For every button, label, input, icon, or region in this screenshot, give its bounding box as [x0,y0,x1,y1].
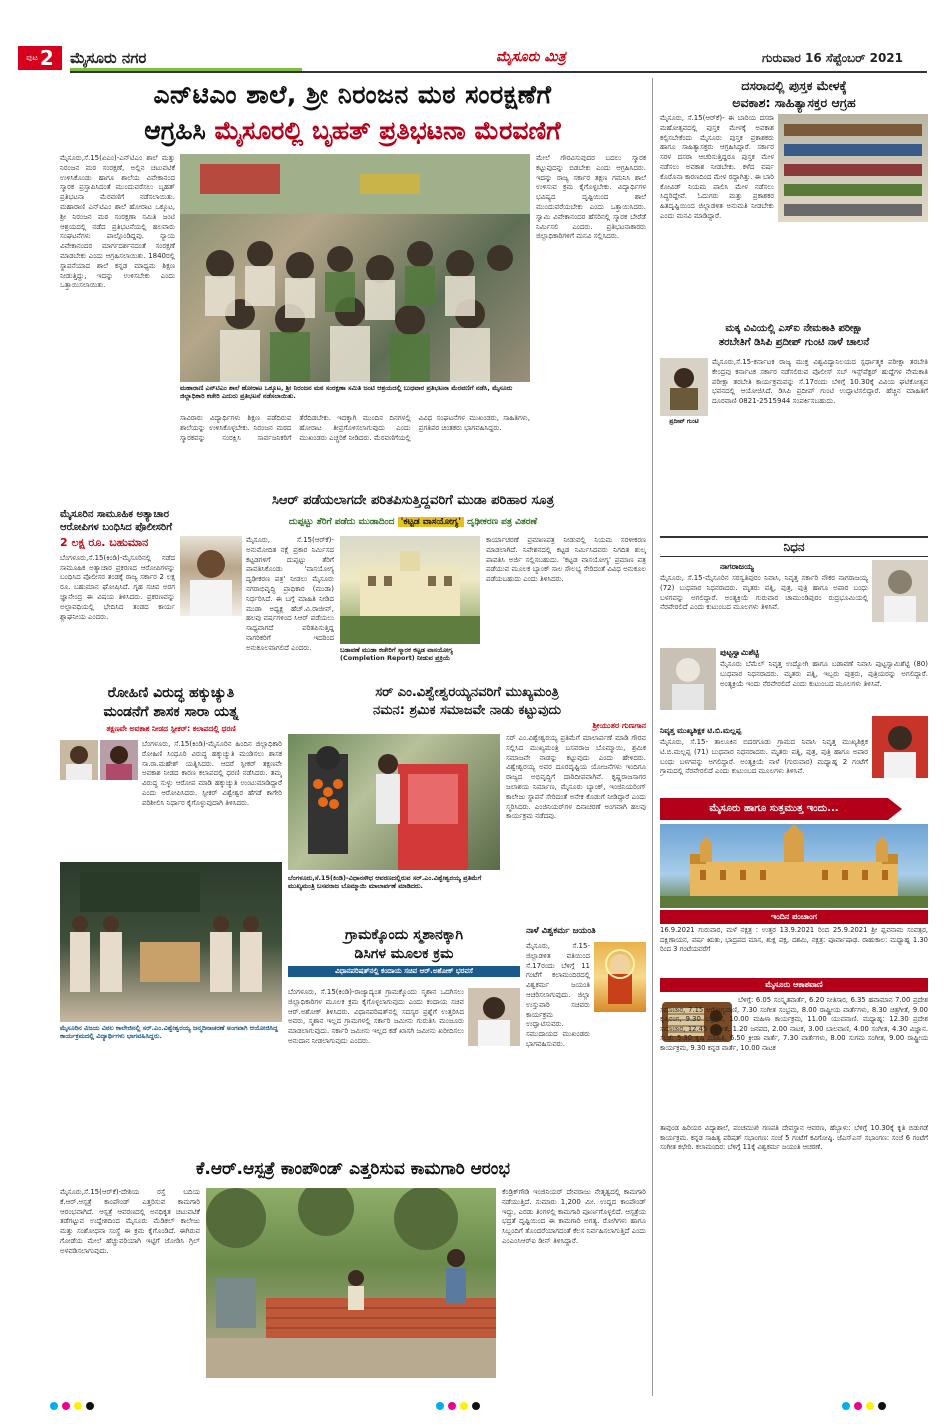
lead-headline [60,78,645,148]
reward-highlight: 2 ಲಕ್ಷ ರೂ. ಬಹುಮಾನ [60,536,149,549]
section-name: ಮೈಸೂರು ನಗರ [70,49,147,67]
crematorium-subhead: ವಿಧಾನಪರಿಷತ್‌ನಲ್ಲಿ ಕಂದಾಯ ಸಚಿವ ಆರ್.ಅಶೋಕ್ ಭರವಸೆ [288,966,520,977]
lead-headline-line2-b: ಮೈಸೂರಲ್ಲಿ ಬೃಹತ್ ಪ್ರತಿಭಟನಾ ಮೆರವಣಿಗೆ [214,115,561,145]
vishwakarma-title: ನಾಳೆ ವಿಶ್ವಕರ್ಮ ಜಯಂತಿ [526,926,596,936]
date-line: ಗುರುವಾರ 16 ಸೆಪ್ಟೆಂಬರ್ 2021 [762,51,903,65]
rohini-photo-mla [60,740,98,780]
muda-subhead-c: ದೃಢೀಕರಣ ಪತ್ರ ವಿತರಣೆ [467,516,538,527]
today-banner-arrow [888,798,902,820]
rohini-photo-officer [100,740,138,780]
exam-story [660,322,928,532]
dcp-photo-label: ಪ್ರದೀಪ್ ಗುಂಟಿ [669,418,699,425]
lead-headline-line1: ಎನ್‌ಟಿಎಂ ಶಾಲೆ, ಶ್ರೀ ನಿರಂಜನ ಮಠ ಸಂರಕ್ಷಣೆಗೆ [153,80,552,109]
footer-registration-marks [0,1396,945,1424]
page-number-badge [18,46,62,70]
crematorium-body: ಬೆಂಗಳೂರು, ಸೆ.15(ಕಿಂಡಿ)-ರಾಜ್ಯಾದ್ಯಂತ ಗ್ರಾಮಕ್ಕೊಂದು ಸ್ಮಶಾನ ಒದಗಿಸಲು ಜಿಲ್ಲಾಧಿಕಾರಿಗಳ ಮೂಲಕ ಕ್ರಮ ಕೈಗೊಳ್ಳಲಾಗುವುದು ಎಂದು ಕಂದಾಯ ಸಚಿವ ಆರ್.ಅಶೋಕ್ ತಿಳಿಸಿದರು. ವಿಧಾನಪರಿಷತ್‌ನಲ್ಲಿ ಸದಸ್ಯರ ಪ್ರಶ್ನೆಗೆ ಉತ್ತರಿಸಿದ ಅವರು, ಸ್ಮಶಾನ ಇಲ್ಲದ ಗ್ರಾಮಗಳಲ್ಲಿ ಸರ್ಕಾರಿ ಜಮೀನು ಗುರುತಿಸಿ ಮಂಜೂರು ಮಾಡಲಾಗುವುದು. ಸರ್ಕಾರಿ ಜಮೀನು ಇಲ್ಲದ ಕಡೆ ಖಾಸಗಿ ಜಮೀನು ಖರೀದಿಸಲು ಅನುದಾನ ನೀಡಲಾಗುವುದು ಎಂದರು. [288,988,464,1045]
kr-hospital-headline: ಕೆ.ಆರ್.ಆಸ್ಪತ್ರೆ ಕಾಂಪೌಂಡ್ ಎತ್ತರಿಸುವ ಕಾಮಗಾರಿ ಆರಂಭ [196,1159,510,1179]
muda-chairman-photo [180,536,242,616]
obit-2-name: ಪುಟ್ಟಸ್ವಾಮಿಶೆಟ್ಟಿ [720,648,759,657]
dasara-headline-2: ಅವಕಾಶ: ಸಾಹಿತ್ಯಾಸಕ್ತರ ಆಗ್ರಹ [732,94,856,110]
book-fair-photo [778,114,928,222]
mysore-palace-image [660,824,928,908]
visvesvaraya-headline-1: ಸರ್ ಎಂ.ವಿಶ್ವೇಶ್ವರಯ್ಯನವರಿಗೆ ಮುಖ್ಯಮಂತ್ರಿ [375,685,559,700]
exam-headline-1: ಮಕ್ಕ ವಿವಿಯಲ್ಲಿ ಎಸ್‌ಐ ನೇಮಕಾತಿ ಪರೀಕ್ಷಾ [725,323,863,334]
crematorium-headline-2: ಡಿಸಿಗಳ ಮೂಲಕ ಕ್ರಮ [354,945,454,962]
dasara-books-story [660,78,928,318]
vishwakarma-image [594,942,646,1012]
visvesvaraya-body: ಸರ್ ಎಂ.ವಿಶ್ವೇಶ್ವರಯ್ಯ ಪ್ರತಿಮೆಗೆ ಮಾಲಾರ್ಪಣೆ ಮಾಡಿ ಗೌರವ ಸಲ್ಲಿಸಿದ ಮುಖ್ಯಮಂತ್ರಿ ಬಸವರಾಜ ಬೊಮ್ಮಾಯಿ, ಶ್ರಮಿಕ ಸಮಾಜವೇ ನಾಡನ್ನು ಕಟ್ಟುವುದು ಎಂದು ಹೇಳಿದರು. ವಿಶ್ವೇಶ್ವರಯ್ಯ ಅವರ ದೂರದೃಷ್ಟಿಯ ಯೋಜನೆಗಳು ಇಂದಿಗೂ ರಾಜ್ಯದ ಅಭಿವೃದ್ಧಿಗೆ ದಾರಿದೀಪವಾಗಿವೆ. ಕೃಷ್ಣರಾಜಸಾಗರ ಜಲಾಶಯ ನಿರ್ಮಾಣ, ಮೈಸೂರು ಬ್ಯಾಂಕ್, ಇಂಜಿನಿಯರಿಂಗ್ ಕಾಲೇಜು ಸ್ಥಾಪನೆ ಸೇರಿದಂತೆ ಅನೇಕ ಕೊಡುಗೆ ನೀಡಿದ್ದಾರೆ ಎಂದು ಸ್ಮರಿಸಿದರು. ಎಂಜಿನಿಯರ್‌ಗಳ ದಿನಾಚರಣೆ ಅಂಗವಾಗಿ ಹಲವು ಕಾರ್ಯಕ್ರಮ ನಡೆದವು. [506,734,646,821]
crematorium-story [288,926,520,1154]
obit-1-body: ಮೈಸೂರು, ಸೆ.15-ಮೈಸೂರಿನ ಸರಸ್ವತಿಪುರಂ ನಿವಾಸಿ, ನಿವೃತ್ತ ಸರ್ಕಾರಿ ನೌಕರ ನಾಗರಾಜಯ್ಯ (72) ಬುಧವಾರ ನಿಧನರಾದರು. ಮೃತರು ಪತ್ನಿ, ಪುತ್ರ, ಪುತ್ರಿ ಹಾಗೂ ಅಪಾರ ಬಂಧು ಬಳಗವನ್ನು ಅಗಲಿದ್ದಾರೆ. ಅಂತ್ಯಕ್ರಿಯೆ ಗುರುವಾರ ಚಾಮುಂಡಿಪುರಂ ರುದ್ರಭೂಮಿಯಲ್ಲಿ ನೆರವೇರಲಿದೆ ಎಂದು ಕುಟುಂಬದ ಮೂಲಗಳು ತಿಳಿಸಿವೆ. [660,574,868,612]
minister-photo [468,988,520,1046]
muda-headline: ಸಿಆರ್ ಪಡೆಯಲಾಗದೇ ಪರಿತಪಿಸುತ್ತಿದ್ದವರಿಗೆ ಮುಡಾ ಪರಿಹಾರ ಸೂತ್ರ [271,493,555,508]
lead-body-left: ಮೈಸೂರು,ಸೆ.15(ಏಎಂ)-ಎನ್‌ಟಿಎಂ ಶಾಲೆ ಮತ್ತು ನಿರಂಜನ ಮಠ ಸಂರಕ್ಷಣೆ, ಅಲ್ಲಿನ ಚಟುವಟಿಕೆ ಉಳಿಸಿಕೊಂಡು ಹಾಗೂ ಶಾಲೆಯ ವಿವೇಕಾನಂದ ಸ್ಮಾರಕ ಪ್ರಸ್ತಾಪಿಸಿದಂತೆ ಮುಂದುವರೆಸಲು ಬೃಹತ್ ಪ್ರತಿಭಟನಾ ಮೆರವಣಿಗೆ ನಡೆಸಲಾಯಿತು. ಮಹಾರಾಣಿ ಎನ್‌ಟಿಎಂ ಶಾಲೆ ಹೋರಾಟ ಒಕ್ಕೂಟ, ಶ್ರೀ ನಿರಂಜನ ಮಠ ಸಂರಕ್ಷಣಾ ಸಮಿತಿ ಜಂಟಿ ಆಶ್ರಯದಲ್ಲಿ ನಡೆದ ಪ್ರತಿಭಟನೆಯಲ್ಲಿ ಹಲವಾರು ಸಂಘಟನೆಗಳು ಪಾಲ್ಗೊಂಡಿದ್ದವು. ನ್ಯಾಯ ವಿವೇಕಾನಂದರ ಮಾರ್ಗದರ್ಶನದಂತೆ ಸಂರಕ್ಷಣೆ ಮಾಡಬೇಕು ಎಂದು ಆಗ್ರಹಿಸಲಾಯಿತು. 1840ರಲ್ಲಿ ಸ್ಥಾಪನೆಯಾದ ಶಾಲೆ ಕನ್ನಡ ಮಾಧ್ಯಮ ಶಿಕ್ಷಣ ನೀಡುತ್ತಿದ್ದು, ಇದನ್ನು ಉಳಿಸಬೇಕು ಎಂದು ಒತ್ತಾಯಿಸಲಾಯಿತು. [60,154,175,290]
muda-story [180,492,646,680]
muda-subhead-b: 'ಕಟ್ಟಡ ವಾಸಯೋಗ್ಯ' [398,517,464,527]
exam-body: ಮೈಸೂರು,ಸೆ.15-ಕರ್ನಾಟಕ ರಾಜ್ಯ ಮುಕ್ತ ವಿಶ್ವವಿದ್ಯಾನಿಲಯದ ಸ್ಪರ್ಧಾತ್ಮಕ ಪರೀಕ್ಷಾ ತರಬೇತಿ ಕೇಂದ್ರವು ಕರ್ನಾಟಕ ಸರ್ಕಾರ ನಡೆಸಲಿರುವ ಪೊಲೀಸ್ ಸಬ್ ಇನ್ಸ್‌ಪೆಕ್ಟರ್ ಹುದ್ದೆಗಳ ನೇಮಕಾತಿ ಪರೀಕ್ಷಾ ತರಬೇತಿ ಕಾರ್ಯಕ್ರಮವನ್ನು ಸೆ.17ರಂದು ಬೆಳಿಗ್ಗೆ 10.30ಕ್ಕೆ ವಿವಿಯ ಘಟಿಕೋತ್ಸವ ಭವನದಲ್ಲಿ ಆಯೋಜಿಸಿದೆ. ಡಿಸಿಪಿ ಪ್ರದೀಪ್ ಗುಂಟಿ ಉದ್ಘಾಟಿಸಲಿದ್ದಾರೆ. ಹೆಚ್ಚಿನ ಮಾಹಿತಿಗೆ ದೂರವಾಣಿ 0821-2515944 ಸಂಪರ್ಕಿಸಬಹುದು. [712,358,928,406]
visvesvaraya-story [288,684,646,922]
muda-subhead-a: ದುಪ್ಪಟ್ಟು ತೆರಿಗೆ ಪಡೆದು ಮುಡಾದಿಂದ [288,516,395,527]
panchanga-body: 16.9.2021 ಗುರುವಾರ, ಮಳೆ ನಕ್ಷತ್ರ : ಉತ್ತರ 13.9.2021 ರಿಂದ 25.9.2021 ಶ್ರೀ ಪ್ಲವನಾಮ ಸಂವತ್ಸರ, ದಕ್ಷಿಣಾಯನ, ವರ್ಷ ಋತು, ಭಾದ್ರಪದ ಮಾಸ, ಶುಕ್ಲ ಪಕ್ಷ, ದಶಮಿ, ನಕ್ಷತ್ರ: ಪೂರ್ವಾಷಾಢ. ರಾಹುಕಾಲ: ಮಧ್ಯಾಹ್ನ 1.30 ರಿಂದ 3 ಗಂಟೆಯವರೆಗೆ [660,926,928,954]
rohini-story [60,684,282,856]
rohini-body: ಬೆಂಗಳೂರು, ಸೆ.15(ಕಿಂಡಿ)-ಮೈಸೂರಿನ ಹಿಂದಿನ ಜಿಲ್ಲಾಧಿಕಾರಿ ರೋಹಿಣಿ ಸಿಂಧೂರಿ ವಿರುದ್ಧ ಹಕ್ಕುಚ್ಯುತಿ ಮಂಡಿಸಲು ಶಾಸಕ ಸಾ.ರಾ.ಮಹೇಶ್ ಯತ್ನಿಸಿದರು. ಆದರೆ ಸ್ಪೀಕರ್ ತಕ್ಷಣವೇ ಅವಕಾಶ ನೀಡದ ಕಾರಣ ಕಲಾಪದಲ್ಲಿ ಧರಣಿ ನಡೆಸಿದರು. ತಮ್ಮ ವಿರುದ್ಧ ಸುಳ್ಳು ಆರೋಪ ಮಾಡಿ ಹಕ್ಕುಚ್ಯುತಿ ಉಂಟುಮಾಡಿದ್ದಾರೆ ಎಂದು ಆರೋಪಿಸಿದರು. ಸ್ಪೀಕರ್ ವಿಶ್ವೇಶ್ವರ ಹೆಗಡೆ ಕಾಗೇರಿ ಪರಿಶೀಲಿಸಿ ನಿರ್ಧಾರ ಕೈಗೊಳ್ಳುವುದಾಗಿ ತಿಳಿಸಿದರು. [142,740,282,807]
obit-2-photo [660,648,716,710]
obit-2-body: ಮೈಸೂರು ಬೆಮೆಲ್ ನಿವೃತ್ತ ಉದ್ಯೋಗಿ ಹಾಗೂ ಬಡಾವಣೆ ನಿವಾಸಿ ಪುಟ್ಟಸ್ವಾಮಿಶೆಟ್ಟಿ (80) ಬುಧವಾರ ನಿಧನರಾದರು. ಮೃತರು ಪತ್ನಿ, ಇಬ್ಬರು ಪುತ್ರರು, ಪುತ್ರಿಯರನ್ನು ಅಗಲಿದ್ದಾರೆ. ಅಂತ್ಯಕ್ರಿಯೆ ಇಂದು ನೆರವೇರಲಿದೆ ಎಂದು ಕುಟುಂಬದ ಮೂಲಗಳು ತಿಳಿಸಿವೆ. [720,660,928,688]
radio-body: ಬೆಳಿಗ್ಗೆ: 6.05 ಸಂಸ್ಕೃತವಾರ್ತೆ, 6.20 ನೀತಿಸಾರ, 6.35 ಹವಾಮಾನ 7.00 ಪ್ರದೇಶ ಸಮಾಚಾರ, 7.15 ಆರೋಗ್ಯವಾಣಿ, 7.30 ಸಂಗೀತ ಸಂಭ್ರಮ, 8.00 ರಾಷ್ಟ್ರೀಯ ವಾರ್ತೆಗಳು, 8.30 ಚಿತ್ರಗೀತೆ, 9.00 ಕೃಷಿರಂಗ, 9.30 ಭಕ್ತಿಗೀತೆ, 10.00 ಮಹಿಳಾ ಕಾರ್ಯಕ್ರಮ, 11.00 ಯುವವಾಣಿ. ಮಧ್ಯಾಹ್ನ: 12.30 ಪ್ರದೇಶ ಸಮಾಚಾರ, 12.45 ಚಿತ್ರಗೀತೆ, 1.20 ಜನಪದ, 2.00 ನಾಟಕ, 3.00 ಬಾಲವಾಣಿ, 4.00 ಸಂಗೀತ, 4.30 ವಿಜ್ಞಾನ. ಸಂಜೆ: 5.30 ಕೃಷಿ ಮಾಹಿತಿ, 6.50 ಕ್ರೀಡಾ ವಾರ್ತೆ, 7.30 ವಾರ್ತೆಗಳು, 8.00 ಸುಗಮ ಸಂಗೀತ, 9.00 ರಾಷ್ಟ್ರೀಯ ಕಾರ್ಯಕ್ರಮ, 9.30 ಕನ್ನಡ ವಾರ್ತೆ, 10.00 ನಾಟಕ [660,996,928,1052]
kr-hospital-body-left: ಮೈಸೂರು,ಸೆ.15(ಆರ್‌ಕೆ)-ದೇಶಿಯ ರಸ್ತೆ ಬದಿಯ ಕೆ.ಆರ್.ಆಸ್ಪತ್ರೆ ಕಾಂಪೌಂಡ್ ಎತ್ತರಿಸುವ ಕಾಮಗಾರಿ ಆರಂಭವಾಗಿದೆ. ಆಸ್ಪತ್ರೆ ಆವರಣದಲ್ಲಿ ಅನಧಿಕೃತ ಚಟುವಟಿಕೆ ತಡೆಗಟ್ಟುವ ಉದ್ದೇಶದಿಂದ ಮೈಸೂರು ಮೆಡಿಕಲ್ ಕಾಲೇಜು ಮತ್ತು ಸಂಶೋಧನಾ ಸಂಸ್ಥೆ ಈ ಕ್ರಮ ಕೈಗೊಂಡಿದೆ. ಈಗಿರುವ ಗೋಡೆಯ ಮೇಲೆ ಹೆಚ್ಚುವರಿಯಾಗಿ ಇಟ್ಟಿಗೆ ಜೋಡಿಸಿ ಗ್ರಿಲ್ ಅಳವಡಿಸಲಾಗುವುದು. [60,1188,200,1255]
lead-photo-caption: ಮಹಾರಾಣಿ ಎನ್‌ಟಿಎಂ ಶಾಲೆ ಹೋರಾಟ ಒಕ್ಕೂಟ, ಶ್ರೀ ನಿರಂಜನ ಮಠ ಸಂರಕ್ಷಣಾ ಸಮಿತಿ ಜಂಟಿ ಆಶ್ರಯದಲ್ಲಿ ಬುಧವಾರ ಪ್ರತಿಭಟನಾ ಮೆರವಣಿಗೆ ನಡೆಸಿ, ಮೈಸೂರು ಜಿಲ್ಲಾಧಿಕಾರಿ ಕಚೇರಿ ಎದುರು ಪ್ರತಿಭಟನೆ ನಡೆಸಲಾಯಿತು. [180,384,513,401]
lead-body-bottom: ಸಾವಿರಾರು ವಿದ್ಯಾರ್ಥಿಗಳು ಶಿಕ್ಷಣ ಪಡೆದಿರುವ ಶಾಲೆಯನ್ನು ಉಳಿಸಿಕೊಳ್ಳಬೇಕು. ನಿರಂಜನ ಮಠದ ಸ್ಮಾರಕವನ್ನು ಸಂರಕ್ಷಿಸಿ ಸಾರ್ವಜನಿಕರಿಗೆ ತೆರೆದಿಡಬೇಕು. ಇದಕ್ಕಾಗಿ ಮುಂದಿನ ದಿನಗಳಲ್ಲಿ ಹೋರಾಟ ತೀವ್ರಗೊಳಿಸಲಾಗುವುದು ಎಂದು ಮುಖಂಡರು ಎಚ್ಚರಿಕೆ ನೀಡಿದರು. ಮೆರವಣಿಗೆಯಲ್ಲಿ ವಿವಿಧ ಸಂಘಟನೆಗಳ ಮುಖಂಡರು, ಸಾಹಿತಿಗಳು, ಪ್ರಗತಿಪರ ಚಿಂತಕರು ಭಾಗವಹಿಸಿದ್ದರು. [180,414,530,442]
kr-hospital-photo [206,1188,496,1378]
muda-body-left: ಮೈಸೂರು, ಸೆ.15(ಆರ್‌ಕೆ)- ಅನುಮೋದಿತ ನಕ್ಷೆ ಪ್ರಕಾರ ನಿರ್ಮಿಸದ ಕಟ್ಟಡಗಳಿಗೆ ದುಪ್ಪಟ್ಟು ತೆರಿಗೆ ಪಾವತಿಸಿಕೊಂಡು 'ವಾಸಯೋಗ್ಯ ದೃಢೀಕರಣ ಪತ್ರ' ನೀಡಲು ಮೈಸೂರು ನಗರಾಭಿವೃದ್ಧಿ ಪ್ರಾಧಿಕಾರ (ಮುಡಾ) ನಿರ್ಧರಿಸಿದೆ. ಈ ಬಗ್ಗೆ ಮಾಹಿತಿ ನೀಡಿದ ಮುಡಾ ಅಧ್ಯಕ್ಷ ಹೆಚ್.ವಿ.ರಾಜೀವ್, ಹಲವು ವರ್ಷಗಳಿಂದ ಸಿಆರ್ ಪಡೆಯಲು ಸಾಧ್ಯವಾಗದೆ ಪರಿತಪಿಸುತ್ತಿದ್ದ ನಾಗರಿಕರಿಗೆ ಇದರಿಂದ ಅನುಕೂಲವಾಗಲಿದೆ ಎಂದರು. [246,536,334,652]
rohini-subhead: ತಕ್ಷಣವೇ ಅವಕಾಶ ನೀಡದ ಸ್ಪೀಕರ್: ಕಲಾಪದಲ್ಲಿ ಧರಣಿ [106,723,236,733]
today-banner: ಮೈಸೂರು ಹಾಗೂ ಸುತ್ತಮುತ್ತ ಇಂದು... [660,798,888,820]
dasara-headline-1: ದಸರಾದಲ್ಲಿ ಪುಸ್ತಕ ಮೇಳಕ್ಕೆ [741,78,847,93]
rohini-headline-1: ರೋಹಿಣಿ ವಿರುದ್ಧ ಹಕ್ಕುಚ್ಯುತಿ [107,685,235,701]
college-photo-caption: ಮೈಸೂರಿನ ವಿಜಯ ವಿಠಲ ಕಾಲೇಜಿನಲ್ಲಿ ಸರ್.ಎಂ.ವಿಶ್ವೇಶ್ವರಯ್ಯ ಜನ್ಮದಿನಾಚರಣೆ ಅಂಗವಾಗಿ ಆಯೋಜಿಸಿದ್ದ ಕಾರ್ಯಕ್ರಮದಲ್ಲಿ ವಿದ್ಯಾರ್ಥಿಗಳು ಭಾಗವಹಿಸಿದ್ದರು. [60,1024,278,1041]
vishwakarma-body: ಮೈಸೂರು, ಸೆ.15-ಜಿಲ್ಲಾಡಳಿತ ವತಿಯಿಂದ ಸೆ.17ರಂದು ಬೆಳಿಗ್ಗೆ 11 ಗಂಟೆಗೆ ಕಲಾಮಂದಿರದಲ್ಲಿ ವಿಶ್ವಕರ್ಮ ಜಯಂತಿ ಆಚರಿಸಲಾಗುವುದು. ಜಿಲ್ಲಾ ಉಸ್ತುವಾರಿ ಸಚಿವರು ಕಾರ್ಯಕ್ರಮ ಉದ್ಘಾಟಿಸುವರು. ಸಮುದಾಯದ ಮುಖಂಡರು ಭಾಗವಹಿಸುವರು. [526,942,590,1048]
visvesvaraya-subhead: ಶ್ರೀಯುತರ ಗುಣಗಾನ [592,721,646,731]
protest-photo-illustration [180,154,530,382]
page-label: ಪುಟ [26,52,38,62]
college-event-photo [60,862,282,1022]
masthead-rule [70,71,927,73]
lead-body-right: ಮೇಲೆ ಗೌರವಿಸುವುದರ ಬದಲು ಸ್ಮಾರಕ ಕಟ್ಟುವುದನ್ನು ಬಿಡಬೇಕು ಎಂದು ಆಗ್ರಹಿಸಿದರು. ಇದನ್ನು ರಾಜ್ಯ ಸರ್ಕಾರ ತಕ್ಷಣ ಗಮನಿಸಿ ಶಾಲೆ ಉಳಿಸುವ ಕ್ರಮ ಕೈಗೊಳ್ಳಬೇಕು. ವಿದ್ಯಾರ್ಥಿಗಳ ಭವಿಷ್ಯದ ದೃಷ್ಟಿಯಿಂದ ಶಾಲೆ ಮುಂದುವರೆಯಬೇಕು ಎಂದು ಒತ್ತಾಯಿಸಿದರು. ಸ್ವಾಮಿ ವಿವೇಕಾನಂದರ ಹೆಸರಿನಲ್ಲಿ ಸ್ಮಾರಕ ಬೇರೆಡೆ ನಿರ್ಮಿಸಲಿ ಎಂದರು. ಪ್ರತಿಭಟನಾಕಾರರು ಜಿಲ್ಲಾಧಿಕಾರಿಗಳಿಗೆ ಮನವಿ ಸಲ್ಲಿಸಿದರು. [536,154,646,241]
obit-1-photo [872,560,928,622]
muda-building-photo [340,536,480,644]
reward-story [60,508,175,678]
muda-photo-caption: ಬಡಾವಣೆ ಮುಡಾ ಕಚೇರಿಗೆ ಸ್ಮಾರಕ ಕಟ್ಟಡ ವಾಸಯೋಗ್ಯ (Completion Report) ನೀಡುವ ಪ್ರಕ್ರಿಯೆ [340,646,453,663]
kr-hospital-body-right: ಕೆಂಡ್ರಿಕ್‌ಗೌಡಿ ಇಂಜಿನಿಯರ್ ದೇವರಾಜು ನೇತೃತ್ವದಲ್ಲಿ ಕಾಮಗಾರಿ ನಡೆಯುತ್ತಿದೆ. ಸುಮಾರು 1,200 ಮೀ. ಉದ್ದದ ಕಾಂಪೌಂಡ್ ಇದ್ದು, ಎರಡು ತಿಂಗಳಲ್ಲಿ ಕಾಮಗಾರಿ ಪೂರ್ಣಗೊಳ್ಳಲಿದೆ. ಆಸ್ಪತ್ರೆಯ ಭದ್ರತೆ ದೃಷ್ಟಿಯಿಂದ ಈ ಕಾಮಗಾರಿ ಅಗತ್ಯ. ರೋಗಿಗಳು ಹಾಗೂ ಸಿಬ್ಬಂದಿಗೆ ತೊಂದರೆಯಾಗದಂತೆ ಕೆಲಸ ನಿರ್ವಹಿಸಲಾಗುತ್ತಿದೆ ಎಂದು ಎಂಎಂಸಿಆರ್‌ಐ ಡೀನ್ ತಿಳಿಸಿದ್ದಾರೆ. [502,1188,646,1245]
obituary-section [660,536,928,792]
muda-body-right: ಕಾರ್ಯಾಚರಣೆ ಪ್ರಮಾಣಪತ್ರ ನೀಡುವಲ್ಲಿ ನಿಯಮ ಸರಳೀಕರಣ ಮಾಡಲಾಗಿದೆ. ನಿವೇಶನದಲ್ಲಿ ಕಟ್ಟಡ ನಿರ್ಮಿಸಿದವರು ನಿಗದಿತ ಶುಲ್ಕ ಪಾವತಿಸಿ ಅರ್ಜಿ ಸಲ್ಲಿಸಬಹುದು. 'ಕಟ್ಟಡ ವಾಸಯೋಗ್ಯ' ಪ್ರಮಾಣ ಪತ್ರ ಪಡೆಯುವ ಮೂಲಕ ಬ್ಯಾಂಕ್ ಸಾಲ ಸೌಲಭ್ಯ ಸೇರಿದಂತೆ ವಿವಿಧ ಅನುಕೂಲ ಪಡೆಯಬಹುದು ಎಂದು ತಿಳಿಸಿದರು. [486,536,646,584]
paper-name: ಮೈಸೂರು ಮಿತ್ರ [496,49,566,65]
cm-tribute-photo [288,734,500,870]
obit-3-photo [872,716,928,778]
masthead [18,44,927,74]
obit-3-body: ಮೈಸೂರು, ಸೆ.15- ತಾಲೂಕಿನ ಬಿದರಗೂಡು ಗ್ರಾಮದ ನಿವಾಸಿ ನಿವೃತ್ತ ಮುಖ್ಯಶಿಕ್ಷಕ ಟಿ.ಬಿ.ಮಲ್ಲಪ್ಪ (71) ಬುಧವಾರ ನಿಧನರಾದರು. ಮೃತರು ಪತ್ನಿ, ಪುತ್ರ, ಪುತ್ರಿ ಹಾಗೂ ಅಪಾರ ಬಂಧು ಬಳಗವನ್ನು ಅಗಲಿದ್ದಾರೆ. ಅಂತ್ಯಕ್ರಿಯೆ ನಾಳೆ (ಗುರುವಾರ) ಮಧ್ಯಾಹ್ನ 2 ಗಂಟೆಗೆ ಗ್ರಾಮದಲ್ಲಿ ನೆರವೇರಲಿದೆ ಎಂದು ಕುಟುಂಬದ ಮೂಲಗಳು ತಿಳಿಸಿವೆ. [660,738,868,776]
vishwakarma-story [526,926,646,1154]
visvesvaraya-headline-2: ನಮನ: ಶ್ರಮಿಕ ಸಮಾಜವೇ ನಾಡು ಕಟ್ಟುವುದು [372,702,562,718]
dcp-photo [660,358,708,416]
reward-headline: ಮೈಸೂರಿನ ಸಾಮೂಹಿಕ ಅತ್ಯಾಚಾರ ಆರೋಪಿಗಳ ಬಂಧಿಸಿದ ಪೊಲೀಸರಿಗೆ [60,509,173,533]
obit-1-name: ನಾಗರಾಜಯ್ಯ [720,562,754,571]
column-divider [652,78,653,1396]
exam-headline-2: ತರಬೇತಿಗೆ ಡಿಸಿಪಿ ಪ್ರದೀಪ್ ಗುಂಟಿ ನಾಳೆ ಚಾಲನೆ [718,336,870,348]
page-number: 2 [39,45,54,70]
obit-3-name: ನಿವೃತ್ತ ಮುಖ್ಯಶಿಕ್ಷಕ ಟಿ.ಬಿ.ಮಲ್ಲಪ್ಪ [660,726,742,735]
rohini-headline-2: ಮಂಡನೆಗೆ ಶಾಸಕ ಸಾರಾ ಯತ್ನ [103,703,239,720]
events-body: ತಾವುಂಡ ಹಿರಿಯರ ವಿದ್ಯಾಶಾಲೆ, ಪಂಚಮುಖಿ ಗಣಪತಿ ದೇವಸ್ಥಾನ ಆವರಣ, ಹೆಬ್ಬಾಳು: ಬೆಳಿಗ್ಗೆ 10.30ಕ್ಕೆ ಕೃತಿ ಬಿಡುಗಡೆ ಕಾರ್ಯಕ್ರಮ. ಕನ್ನಡ ಸಾಹಿತ್ಯ ಪರಿಷತ್ ಸಭಾಂಗಣ: ಸಂಜೆ 5 ಗಂಟೆಗೆ ಕವಿಗೋಷ್ಠಿ. ಜೆಎಸ್‌ಎಸ್ ಸಭಾಂಗಣ: ಸಂಜೆ 6 ಗಂಟೆಗೆ ಸಂಗೀತ ಕಛೇರಿ. ಕಲಾಮಂದಿರ: ಬೆಳಿಗ್ಗೆ 11ಕ್ಕೆ ವಿಶ್ವಕರ್ಮ ಜಯಂತಿ ಆಚರಣೆ. [660,1124,928,1152]
obituary-header: ನಿಧನ [660,536,928,557]
panchanga-header: ಇಂದಿನ ಪಂಚಾಂಗ [660,910,928,924]
dasara-body: ಮೈಸೂರು, ಸೆ.15(ಆರ್‌ಕೆ)- ಈ ಬಾರಿಯ ದಸರಾ ಮಹೋತ್ಸವದಲ್ಲಿ ಪುಸ್ತಕ ಮೇಳಕ್ಕೆ ಅವಕಾಶ ಕಲ್ಪಿಸಬೇಕೆಂದು ಮೈಸೂರು ಪುಸ್ತಕ ಪ್ರಕಾಶಕರು ಹಾಗೂ ಸಾಹಿತ್ಯಾಸಕ್ತರು ಆಗ್ರಹಿಸಿದ್ದಾರೆ. ಸರ್ಕಾರ ಸರಳ ದಸರಾ ಆಚರಿಸುತ್ತಿದ್ದರೂ ಪುಸ್ತಕ ಮೇಳ ನಡೆಸಲು ಅವಕಾಶ ನೀಡಬೇಕು. ಕಳೆದ ವರ್ಷ ಕೊರೊನಾ ಕಾರಣದಿಂದ ಮೇಳ ರದ್ದಾಗಿತ್ತು. ಈ ಬಾರಿ ಕೋವಿಡ್ ನಿಯಮ ಪಾಲಿಸಿ ಮೇಳ ನಡೆಸಲು ಸಿದ್ಧರಿದ್ದೇವೆ. ಓದುಗರು ಮತ್ತು ಪ್ರಕಾಶಕರ ಹಿತದೃಷ್ಟಿಯಿಂದ ಜಿಲ್ಲಾಡಳಿತ ಅನುಮತಿ ನೀಡಬೇಕು ಎಂದು ಮನವಿ ಮಾಡಿದ್ದಾರೆ. [660,114,774,220]
cm-photo-caption: ಬೆಂಗಳೂರು,ಸೆ.15(ಕಿಂಡಿ)-ವಿಧಾನಸೌಧ ಆವರಣದಲ್ಲಿರುವ ಸರ್.ಎಂ.ವಿಶ್ವೇಶ್ವರಯ್ಯ ಪ್ರತಿಮೆಗೆ ಮುಖ್ಯಮಂತ್ರಿ ಬಸವರಾಜ ಬೊಮ್ಮಾಯಿ ಮಾಲಾರ್ಪಣೆ ಮಾಡಿದರು. [288,874,482,891]
radio-header: ಮೈಸೂರು ಆಕಾಶವಾಣಿ [660,978,928,992]
lead-headline-line2-a: ಆಗ್ರಹಿಸಿ [144,115,206,145]
reward-body: ಬೆಂಗಳೂರು,ಸೆ.15(ಕಿಂಡಿ)-ಮೈಸೂರಿನಲ್ಲಿ ನಡೆದ ಸಾಮೂಹಿಕ ಅತ್ಯಾಚಾರ ಪ್ರಕರಣದ ಆರೋಪಿಗಳನ್ನು ಬಂಧಿಸಿದ ಪೊಲೀಸರ ತಂಡಕ್ಕೆ ರಾಜ್ಯ ಸರ್ಕಾರ 2 ಲಕ್ಷ ರೂ. ಬಹುಮಾನ ಘೋಷಿಸಿದೆ. ಗೃಹ ಸಚಿವ ಅರಗ ಜ್ಞಾನೇಂದ್ರ ಈ ವಿಷಯ ತಿಳಿಸಿದರು. ಪ್ರಕರಣವನ್ನು ಅಲ್ಪಾವಧಿಯಲ್ಲಿ ಭೇದಿಸಿದ ತಂಡದ ಕಾರ್ಯ ಶ್ಲಾಘನೀಯ ಎಂದರು. [60,553,175,621]
crematorium-headline-1: ಗ್ರಾಮಕ್ಕೊಂದು ಸ್ಮಶಾನಕ್ಕಾಗಿ [344,927,464,943]
lead-protest-photo [180,154,530,382]
